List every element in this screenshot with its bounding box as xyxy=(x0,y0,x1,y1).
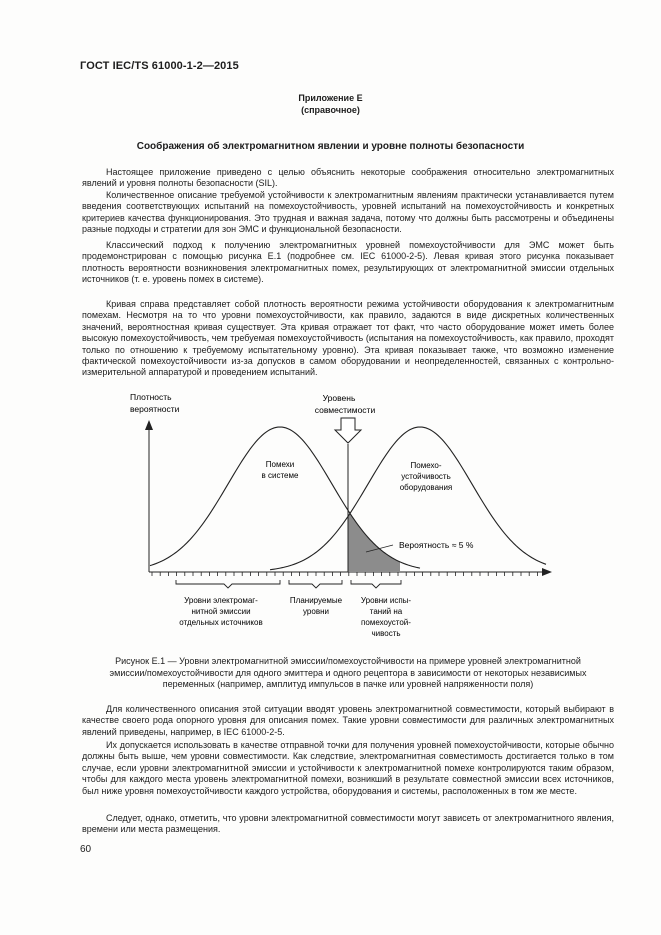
section-title: Соображения об электромагнитном явлении и уровне полноты безопасности xyxy=(136,141,525,152)
emission-label-line1: Уровни электромаг- xyxy=(184,596,258,605)
figure-caption-line3: переменных (например, амплитуд импульсов в пачке или уровней напряженности поля) xyxy=(162,679,534,690)
y-axis-label-line1: Плотность xyxy=(130,392,172,402)
test-level-label-line1: Уровни испы- xyxy=(360,596,412,605)
figure-caption-line1: Рисунок Е.1 — Уровни электромагнитной эмиссии/помехоустойчивости на примере уровней электромагнитной xyxy=(115,656,581,666)
emission-label-line3: отдельных источников xyxy=(179,618,263,627)
y-axis-arrow-icon xyxy=(145,420,153,430)
paragraph xyxy=(82,813,614,836)
emission-label-line2: нитной эмиссии xyxy=(191,607,251,616)
immunity-label-line1: Помехо- xyxy=(410,461,442,470)
paragraph-text: Количественное описание требуемой устойчивости к электромагнитным явлениям практически устанавливается путем введения соответствующих испытаний на помехоустойчивость, уровней испытаний на помехоустойчивость и конкретных критериев качества функционирования. Это трудная и важная задача, потому что должны быть рассмотрены и объединены разные подходы и стратегии для зон ЭМС и функциональной безопасности. xyxy=(82,190,614,235)
test-level-label-line2: таний на xyxy=(369,607,403,616)
x-axis-arrow-icon xyxy=(542,568,552,576)
test-level-label-line4: чивость xyxy=(371,629,401,638)
interference-label-line1: Помехи xyxy=(265,460,295,469)
probability-label: Вероятность ≈ 5 % xyxy=(399,540,474,550)
test-level-bracket xyxy=(351,580,401,588)
interference-curve xyxy=(150,427,420,568)
paragraph xyxy=(82,240,614,286)
planned-label-line2: уровни xyxy=(303,607,329,616)
appendix-title: Приложение Е xyxy=(298,93,363,103)
immunity-label-line2: устойчивость xyxy=(401,472,451,481)
appendix-status: (справочное) xyxy=(301,105,360,115)
planned-bracket xyxy=(289,580,342,588)
planned-label-line1: Планируемые xyxy=(289,596,343,605)
paragraph xyxy=(82,704,614,738)
paragraph xyxy=(82,190,614,236)
compatibility-label-line2: совместимости xyxy=(314,405,376,415)
y-axis-label-line2: вероятности xyxy=(130,404,180,414)
paragraph-text: Кривая справа представляет собой плотность вероятности режима устойчивости оборудования к электромагнитным помехам. Несмотря на то что уровни помехоустойчивости, как правило, задаются в виде дискретных количественных значений, вероятностная кривая существует. Эта кривая отражает тот факт, что часто оборудование может иметь более высокую помехоустойчивость, чем требуемая помехоустойчивость (испытания на помехоустойчивость, как правило, проходят только по отношению к требуемому испытательному уровню). Эта кривая показывает также, что возможно изменение фактической помехоустойчивости из-за допусков в самом оборудовании и неопределенностей, связанных с контрольно-измерительной аппаратурой и проведением испытаний. xyxy=(82,299,614,378)
document-header: ГОСТ IEC/TS 61000-1-2—2015 xyxy=(80,60,239,72)
paragraph-text: Для количественного описания этой ситуации вводят уровень электромагнитной совместимости, который выбирают в качестве своего рода опорного уровня для описания помех. Такие уровни совместимости для различных электромагнитных явлений приведены, например, в IEC 61000-2-5. xyxy=(82,704,614,737)
paragraph xyxy=(82,740,614,797)
interference-label-line2: в системе xyxy=(261,471,299,480)
paragraph-text: Настоящее приложение приведено с целью объяснить некоторые соображения относительно электромагнитных явлений и уровня полноты безопасности (SIL). xyxy=(82,167,614,189)
paragraph xyxy=(82,167,614,190)
emission-bracket xyxy=(176,580,280,588)
paragraph-text: Следует, однако, отметить, что уровни электромагнитной совместимости могут зависеть от электромагнитного явления, времени или места размещения. xyxy=(82,813,614,835)
compatibility-label-line1: Уровень xyxy=(322,393,356,403)
paragraph xyxy=(82,299,614,379)
x-axis-ticks xyxy=(152,572,537,576)
paragraph-text: Их допускается использовать в качестве отправной точки для получения уровней помехоустойчивости, которые обычно должны быть выше, чем уровни совместимости. Как следствие, электромагнитная совместимость достигается только в том случае, если уровни электромагнитной эмиссии и устойчивости к электромагнитной помехе контролируются таким образом, чтобы для каждого места уровень электромагнитной помехи, возникший в результате совместной эмиссии всех источников, был ниже уровня помехоустойчивости каждого устройства, оборудования и системы, расположенных в том же месте. xyxy=(82,740,614,796)
compatibility-arrow-icon xyxy=(335,418,361,443)
probability-density-figure xyxy=(0,380,661,650)
figure-caption xyxy=(75,656,621,691)
page-number: 60 xyxy=(80,844,92,855)
immunity-label-line3: оборудования xyxy=(399,483,453,492)
figure-caption-line2: эмиссии/помехоустойчивости для одного эмиттера и одного рецептора в зависимости от некоторых независимых xyxy=(109,667,587,678)
test-level-label-line3: помехоустой- xyxy=(361,618,411,627)
paragraph-text: Классический подход к получению электромагнитных уровней помехоустойчивости для ЭМС может быть продемонстрирован с помощью рисунка Е.1 (подробнее см. IEC 61000-2-5). Левая кривая этого рисунка показывает плотность вероятности возникновения электромагнитных помех, результирующих от электромагнитной эмиссии отдельных источников (т. е. уровень помех в системе). xyxy=(82,240,614,285)
